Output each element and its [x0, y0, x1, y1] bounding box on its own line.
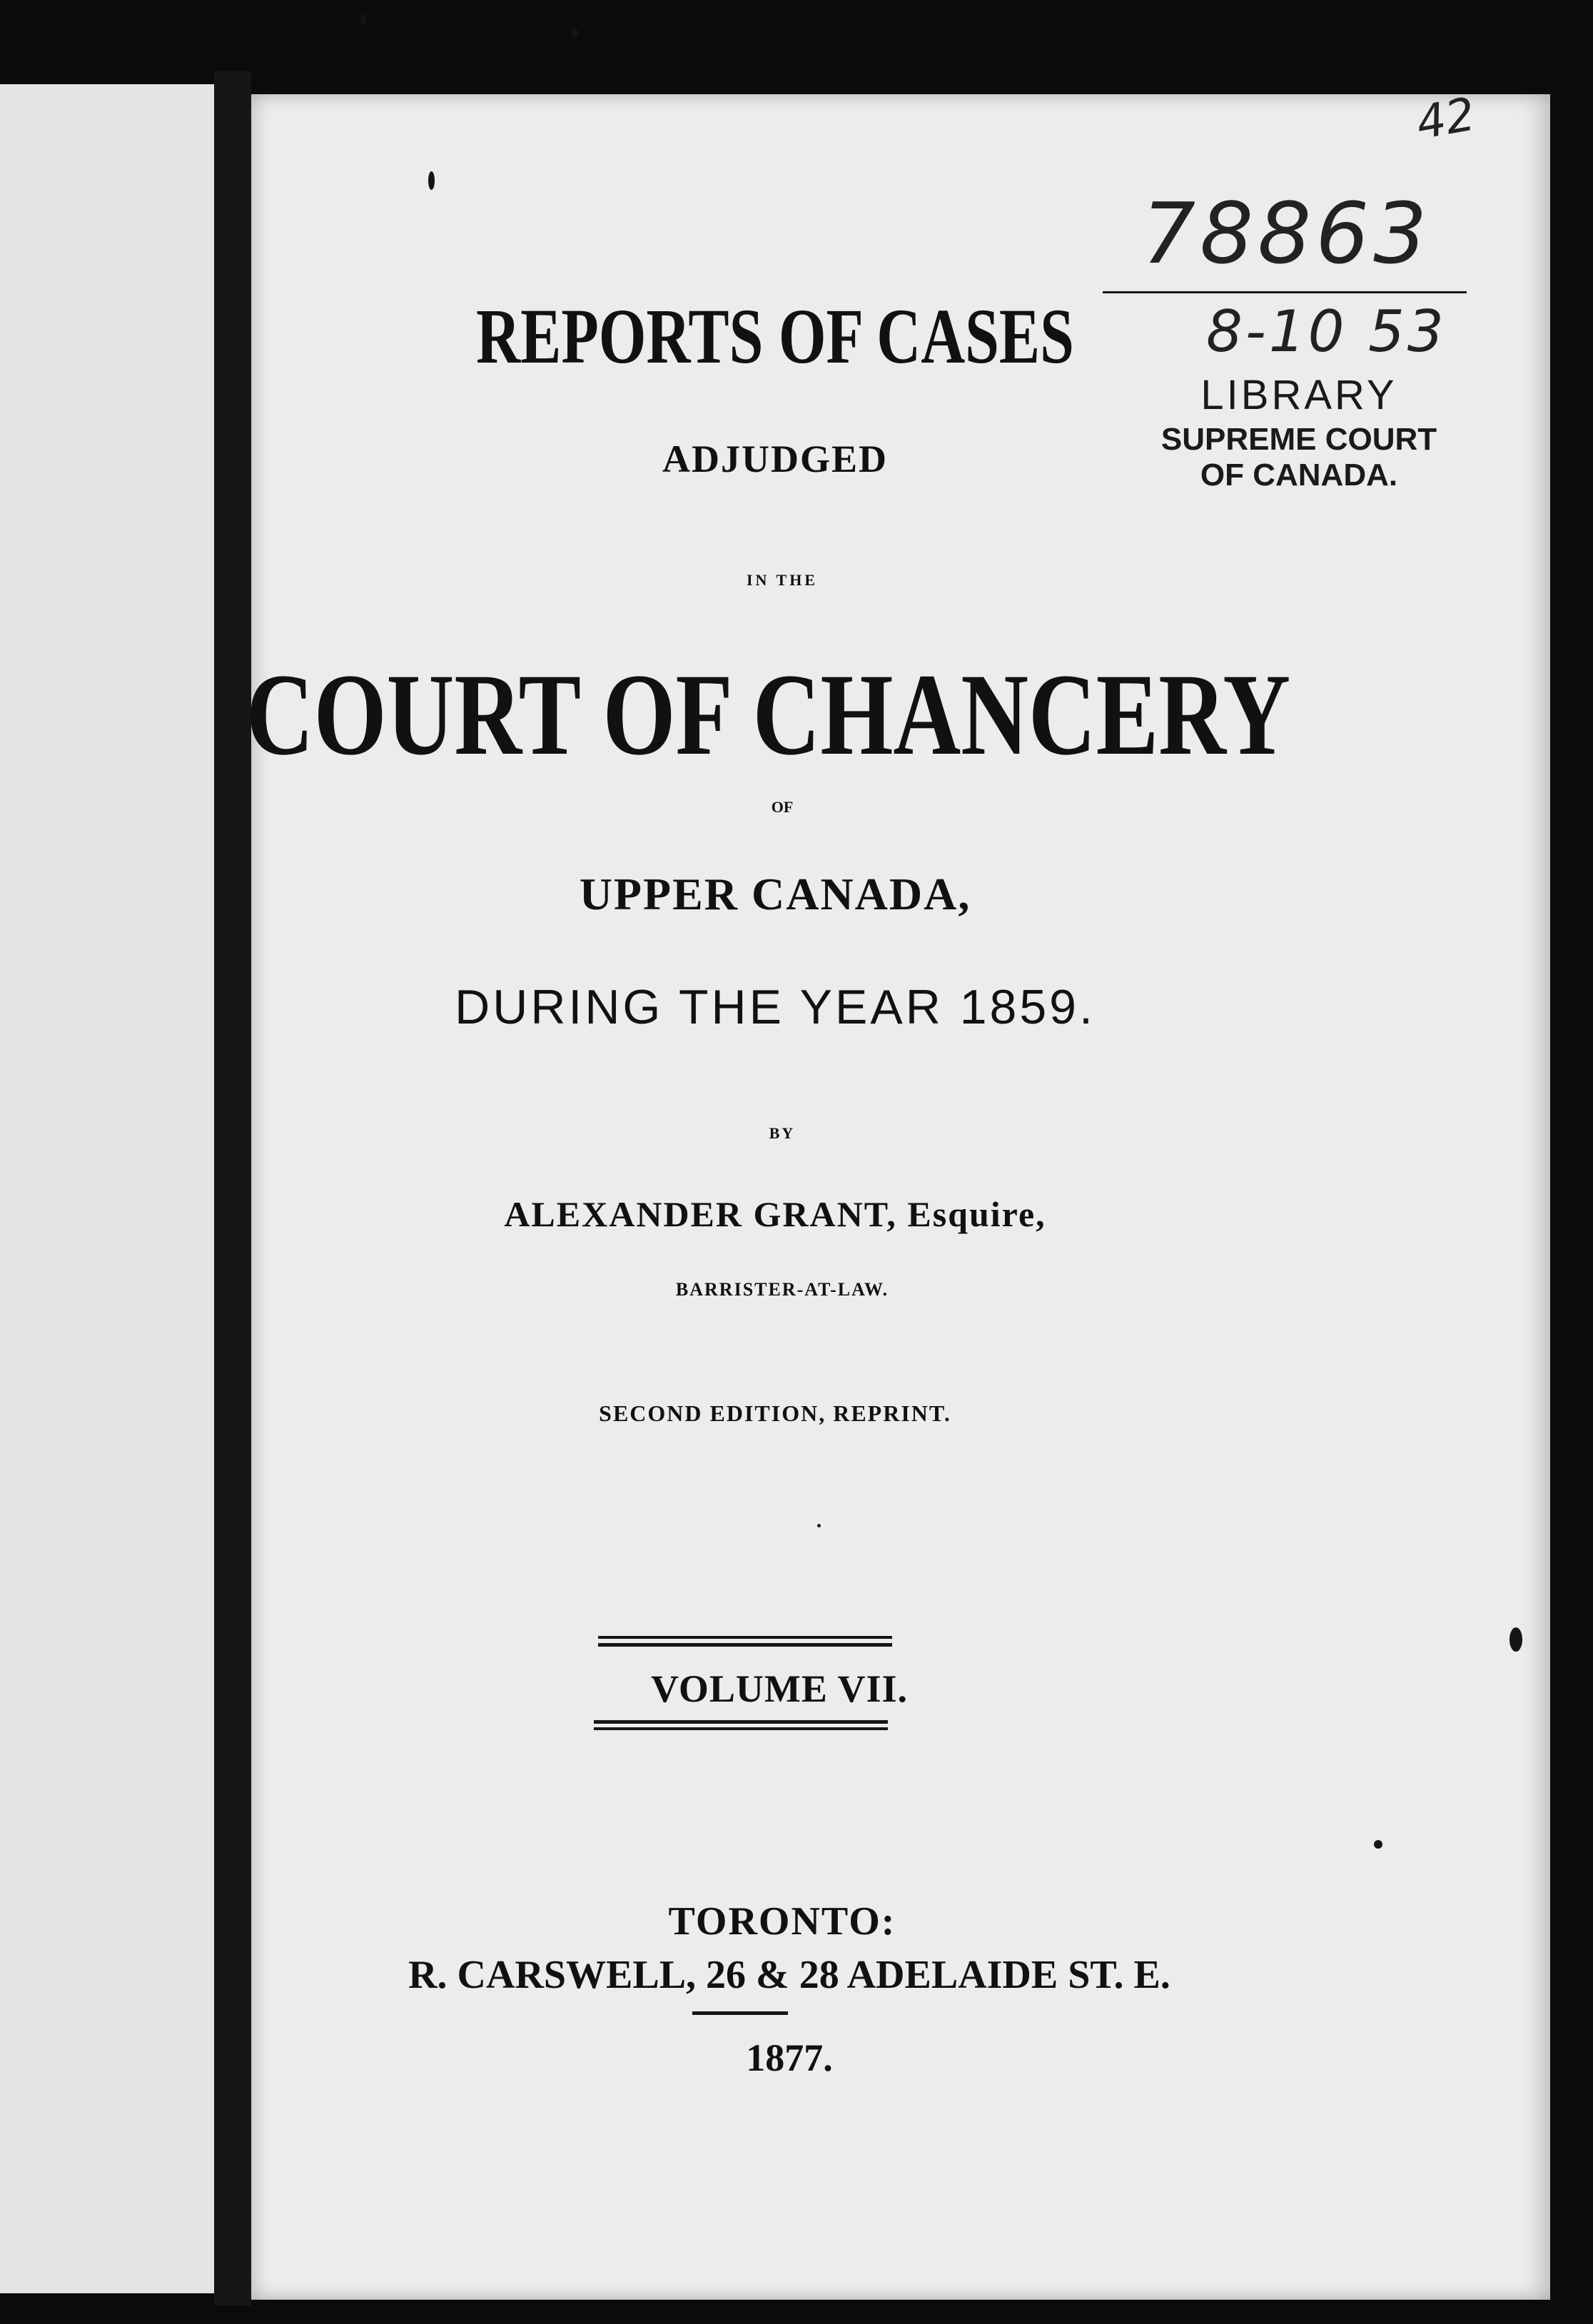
author: ALEXANDER GRANT, Esquire, [504, 1194, 1046, 1234]
speck [571, 29, 578, 37]
speck [360, 14, 366, 24]
place: TORONTO: [668, 1899, 896, 1944]
volume-rule-top-2 [598, 1643, 892, 1647]
court-name [0, 648, 1564, 782]
speck [428, 171, 435, 190]
court-name-text: COURT OF CHANCERY [246, 650, 1290, 779]
in-the: IN THE [746, 571, 818, 589]
stamp-supreme-court: SUPREME COURT [1160, 422, 1437, 457]
province: UPPER CANADA, [579, 869, 971, 919]
speck [1509, 1627, 1522, 1652]
stamp-of-canada: OF CANADA. [1200, 458, 1398, 492]
volume-rule-top [598, 1636, 892, 1639]
imprint-rule [692, 2011, 788, 2015]
speck [817, 1524, 821, 1527]
edition: SECOND EDITION, REPRINT. [599, 1400, 951, 1426]
by: BY [769, 1124, 796, 1142]
heading-text: REPORTS OF CASES [476, 293, 1074, 380]
year-line: DURING THE YEAR 1859. [455, 980, 1096, 1034]
author-title: BARRISTER-AT-LAW. [675, 1279, 889, 1300]
speck [1374, 1840, 1382, 1849]
pub-year: 1877. [746, 2036, 833, 2079]
volume: VOLUME VII. [651, 1667, 908, 1710]
heading [0, 291, 1572, 382]
accession-number: 78863 [1142, 184, 1432, 283]
of: OF [771, 798, 794, 816]
publisher: R. CARSWELL, 26 & 28 ADELAIDE ST. E. [408, 1953, 1170, 1997]
corner-mark: 42 [1412, 88, 1480, 151]
volume-rule-bottom [594, 1720, 888, 1724]
stamp-library: LIBRARY [1200, 372, 1397, 418]
adjudged: ADJUDGED [662, 438, 888, 480]
volume-rule-bottom-2 [594, 1727, 888, 1730]
annotation-date: 8-10 53 [1206, 298, 1447, 365]
